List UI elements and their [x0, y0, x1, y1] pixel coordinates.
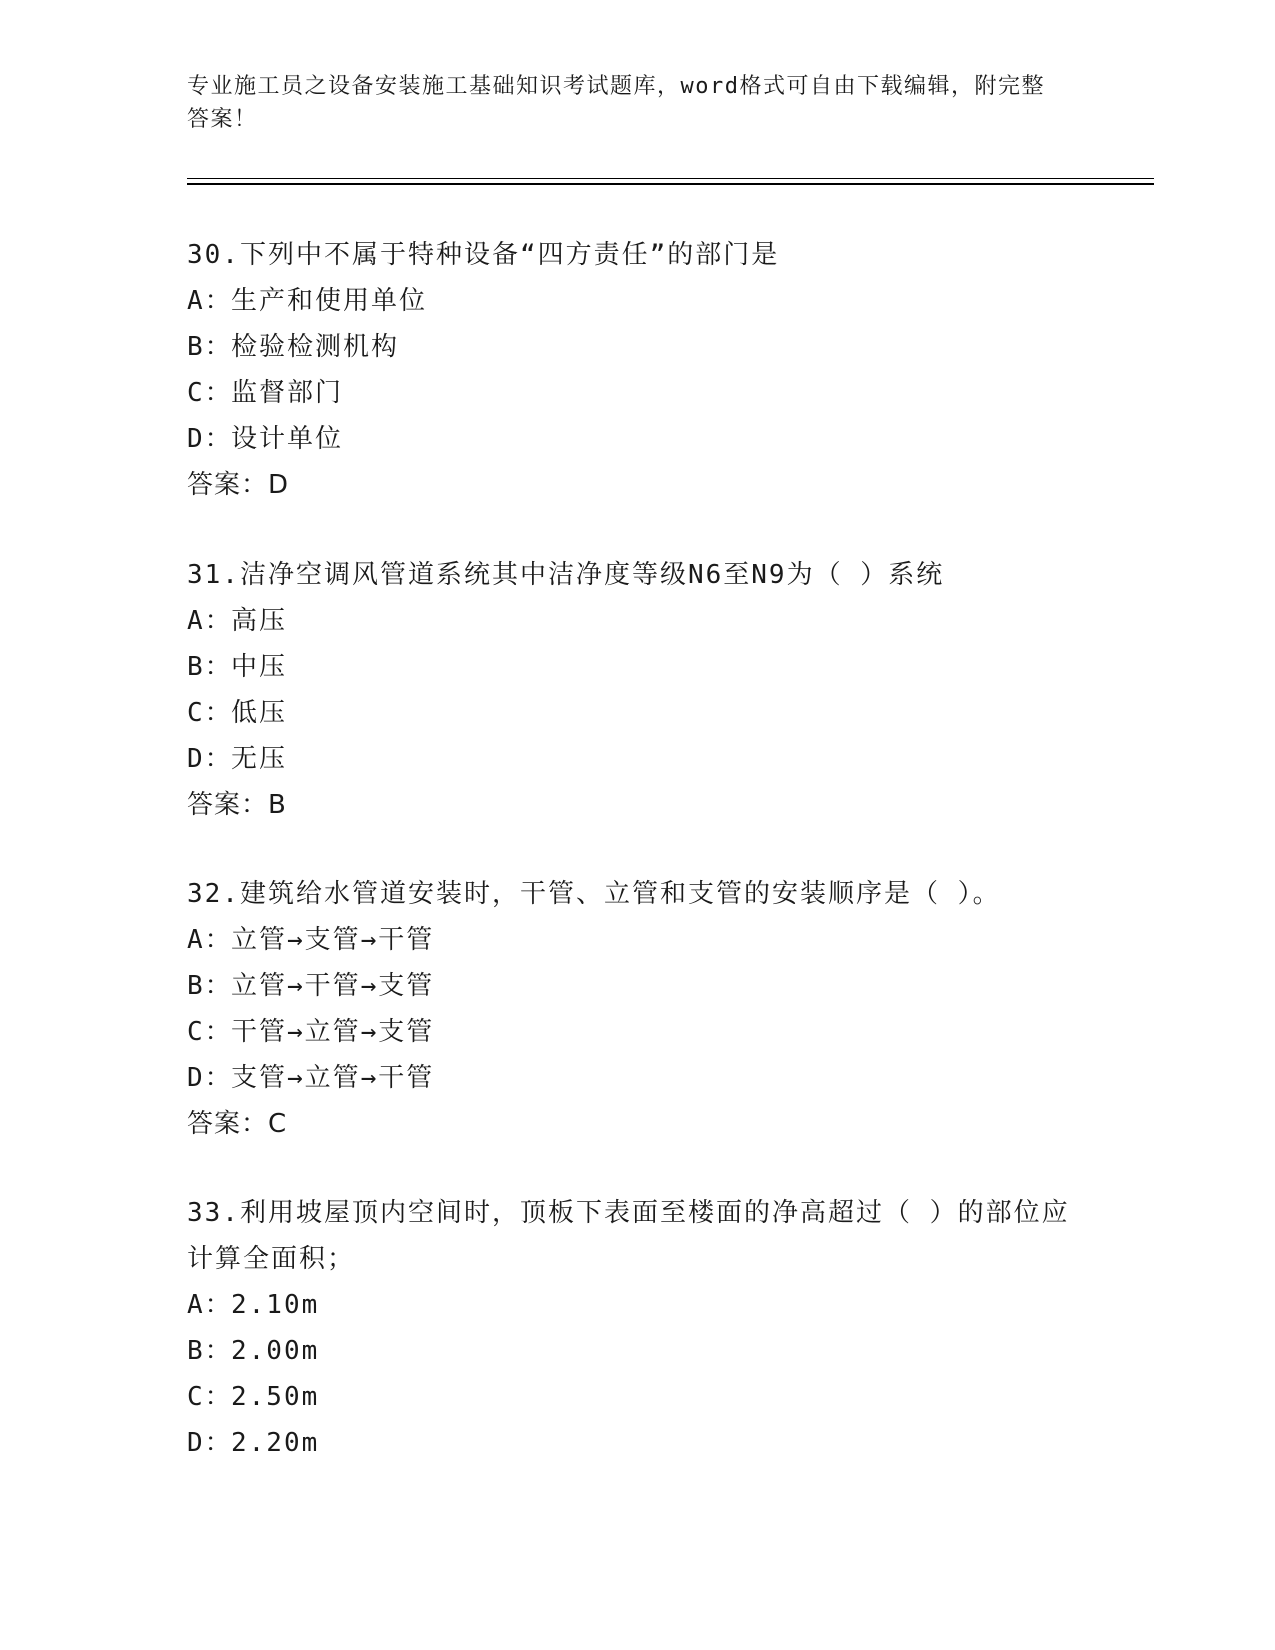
- option-text: 2.10m: [231, 1290, 320, 1320]
- option-key: A：: [187, 606, 233, 636]
- answer-line: 答案：C: [187, 1109, 288, 1139]
- option-text: 无压: [231, 744, 288, 774]
- option-c: [187, 1009, 1087, 1055]
- option-a: [187, 917, 1087, 963]
- question-30: [187, 232, 1087, 508]
- option-key: A：: [187, 925, 233, 955]
- option-d: [187, 1420, 1087, 1466]
- option-key: C：: [187, 1382, 233, 1412]
- option-text: 生产和使用单位: [231, 286, 428, 316]
- option-key: B：: [187, 1336, 233, 1366]
- question-stem: 33.利用坡屋顶内空间时，顶板下表面至楼面的净高超过（ ）的部位应计算全面积；: [187, 1198, 1070, 1274]
- option-text: 立管→支管→干管: [231, 925, 435, 955]
- option-key: A：: [187, 1290, 233, 1320]
- answer-line: 答案：D: [187, 470, 290, 500]
- document-header: 专业施工员之设备安装施工基础知识考试题库，word格式可自由下载编辑，附完整答案！: [187, 74, 1045, 132]
- option-text: 高压: [231, 606, 288, 636]
- option-text: 中压: [231, 652, 288, 682]
- option-text: 立管→干管→支管: [231, 971, 435, 1001]
- option-d: [187, 736, 1087, 782]
- option-key: B：: [187, 652, 233, 682]
- option-a: [187, 598, 1087, 644]
- option-a: [187, 278, 1087, 324]
- option-d: [187, 1055, 1087, 1101]
- option-text: 2.20m: [231, 1428, 320, 1458]
- option-text: 检验检测机构: [231, 332, 400, 362]
- option-c: [187, 1374, 1087, 1420]
- question-33: [187, 1190, 1087, 1466]
- option-text: 2.50m: [231, 1382, 320, 1412]
- option-text: 干管→立管→支管: [231, 1017, 435, 1047]
- question-stem: 30.下列中不属于特种设备“四方责任”的部门是: [187, 240, 780, 270]
- option-key: D：: [187, 424, 233, 454]
- option-key: B：: [187, 971, 233, 1001]
- question-stem: 31.洁净空调风管道系统其中洁净度等级N6至N9为（ ）系统: [187, 560, 945, 590]
- option-key: B：: [187, 332, 233, 362]
- header-divider-bottom: [187, 183, 1154, 185]
- option-d: [187, 416, 1087, 462]
- option-text: 设计单位: [231, 424, 344, 454]
- option-b: [187, 963, 1087, 1009]
- option-b: [187, 644, 1087, 690]
- option-text: 支管→立管→干管: [231, 1063, 435, 1093]
- option-text: 监督部门: [231, 378, 344, 408]
- option-c: [187, 690, 1087, 736]
- answer-line: 答案：B: [187, 790, 287, 820]
- question-31: [187, 552, 1087, 828]
- option-b: [187, 1328, 1087, 1374]
- question-stem: 32.建筑给水管道安装时，干管、立管和支管的安装顺序是（ ）。: [187, 879, 1001, 909]
- option-text: 低压: [231, 698, 288, 728]
- option-key: D：: [187, 1063, 233, 1093]
- question-32: [187, 871, 1087, 1147]
- option-a: [187, 1282, 1087, 1328]
- option-key: C：: [187, 378, 233, 408]
- option-text: 2.00m: [231, 1336, 320, 1366]
- header-divider-top: [187, 178, 1154, 179]
- option-b: [187, 324, 1087, 370]
- option-key: D：: [187, 1428, 233, 1458]
- option-key: C：: [187, 1017, 233, 1047]
- option-key: A：: [187, 286, 233, 316]
- option-key: C：: [187, 698, 233, 728]
- option-c: [187, 370, 1087, 416]
- option-key: D：: [187, 744, 233, 774]
